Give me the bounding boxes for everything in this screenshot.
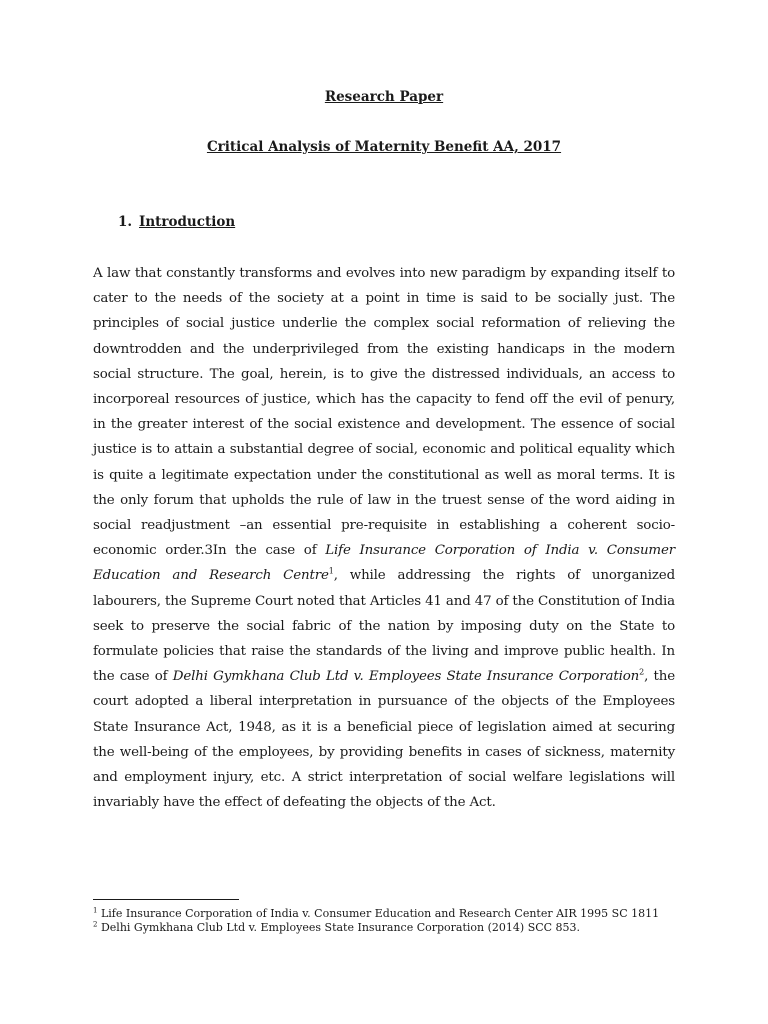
footnote-1 [93, 907, 693, 921]
footnote-mark-1: 1 [93, 906, 98, 915]
footnote-separator [93, 899, 239, 900]
document-title: Research Paper [324, 89, 444, 105]
section-heading [118, 214, 235, 230]
footnote-ref-1[interactable]: 1 [328, 566, 334, 576]
footnote-text-1: Life Insurance Corporation of India v. Consumer Education and Research Center AIR 1995 SC 1811 [97, 907, 660, 920]
paragraph-text-part-3: , the court adopted a liberal interpretation in pursuance of the objects of the Employees State Insurance Act, 1948, as it is a beneficial piece of legislation aimed at securing the well-being of the employees, by providing benefits in cases of sickness, maternity and employment injury, etc. A strict interpretation of social welfare legislations will invariably have the effect of defeating the objects of the Act. [93, 669, 675, 811]
case-citation-lic: Life Insurance Corporation of India v. Consumer Education and Research Centre [93, 543, 675, 584]
section-title: Introduction [139, 214, 236, 230]
paragraph-text-part-2: , while addressing the rights of unorganized labourers, the Supreme Court noted that Articles 41 and 47 of the Constitution of India seek to preserve the social fabric of the nation by imposing duty on the State to formulate policies that raise the standards of the living and improve public health. In the case of [93, 568, 675, 685]
footnote-2 [93, 921, 693, 935]
document-subtitle: Critical Analysis of Maternity Benefit AA, 2017 [206, 139, 562, 155]
footnote-mark-2: 2 [93, 920, 98, 929]
introduction-paragraph [93, 261, 675, 815]
footnote-text-2: Delhi Gymkhana Club Ltd v. Employees State Insurance Corporation (2014) SCC 853. [97, 921, 581, 934]
case-citation-delhi-gymkhana: Delhi Gymkhana Club Ltd v. Employees State Insurance Corporation [172, 669, 640, 685]
footnote-ref-2[interactable]: 2 [639, 667, 645, 677]
paragraph-text-part-1: A law that constantly transforms and evolves into new paradigm by expanding itself to cater to the needs of the society at a point in time is said to be socially just. The principles of social justice underlie the complex social reformation of relieving the downtrodden and the underprivileged from the existing handicaps in the modern social structure. The goal, herein, is to give the distressed individuals, an access to incorporeal resources of justice, which has the capacity to fend off the evil of penury, in the greater interest of the social existence and development. The essence of social justice is to attain a substantial degree of social, economic and political equality which is quite a legitimate expectation under the constitutional as well as moral terms. It is the only forum that upholds the rule of law in the truest sense of the word aiding in social readjustment –an essential pre-requisite in establishing a coherent socio-economic order.3In the case of [93, 266, 675, 559]
section-number: 1. [118, 214, 133, 230]
